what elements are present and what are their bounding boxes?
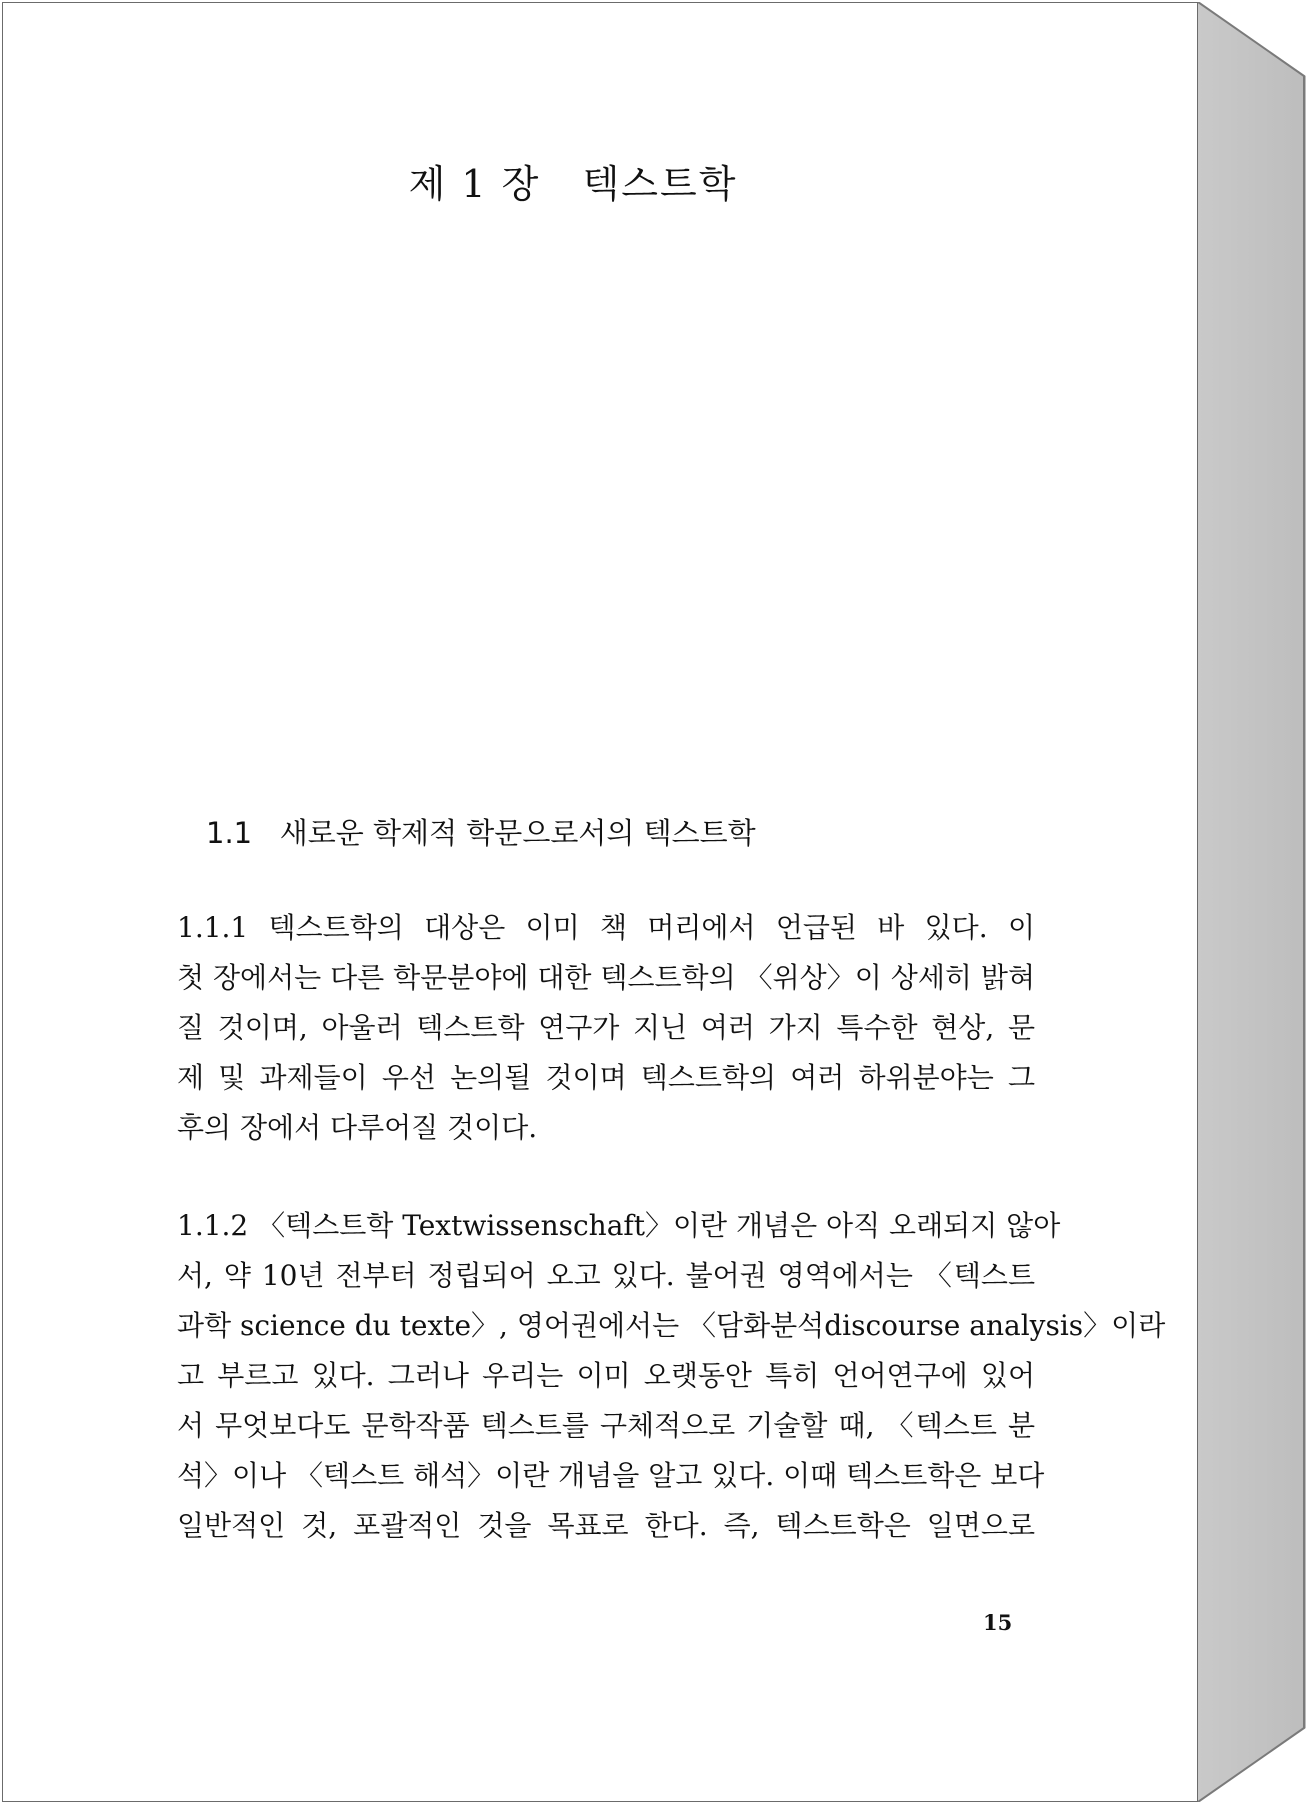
page-stack-side — [1198, 2, 1306, 1802]
paragraph-line: 1.1.2 〈텍스트학 Textwissenschaft〉이란 개념은 아직 오래되지 않아 — [177, 1209, 1061, 1242]
paragraph-1-1-2 — [177, 1201, 1166, 1551]
paragraph-line: 1.1.1 텍스트학의 대상은 이미 책 머리에서 언급된 바 있다. 이 — [177, 911, 1035, 944]
paragraph-line: 질 것이며, 아울러 텍스트학 연구가 지닌 여러 가지 특수한 현상, 문 — [177, 1011, 1035, 1044]
paragraph-1-1-1 — [177, 903, 1035, 1153]
page-number: 15 — [983, 1610, 1013, 1635]
paragraph-line: 제 및 과제들이 우선 논의될 것이며 텍스트학의 여러 하위분야는 그 — [177, 1061, 1035, 1094]
chapter-title: 제 1 장 텍스트학 — [408, 162, 738, 206]
section-heading: 1.1 새로운 학제적 학문으로서의 텍스트학 — [206, 816, 756, 850]
paragraph-line: 석〉이나 〈텍스트 해석〉이란 개념을 알고 있다. 이때 텍스트학은 보다 — [177, 1459, 1045, 1492]
paragraph-line: 고 부르고 있다. 그러나 우리는 이미 오랫동안 특히 언어연구에 있어 — [177, 1359, 1035, 1392]
paragraph-line: 과학 science du texte〉, 영어권에서는 〈담화분석discourse analysis〉이라 — [177, 1309, 1166, 1342]
paragraph-line: 서, 약 10년 전부터 정립되어 오고 있다. 불어권 영역에서는 〈텍스트 — [177, 1259, 1035, 1292]
book-page — [2, 2, 1198, 1802]
paragraph-line: 일반적인 것, 포괄적인 것을 목표로 한다. 즉, 텍스트학은 일면으로 — [177, 1509, 1035, 1542]
paragraph-line: 후의 장에서 다루어질 것이다. — [177, 1111, 538, 1144]
paragraph-line: 서 무엇보다도 문학작품 텍스트를 구체적으로 기술할 때, 〈텍스트 분 — [177, 1409, 1035, 1442]
paragraph-line: 첫 장에서는 다른 학문분야에 대한 텍스트학의 〈위상〉이 상세히 밝혀 — [177, 961, 1035, 994]
